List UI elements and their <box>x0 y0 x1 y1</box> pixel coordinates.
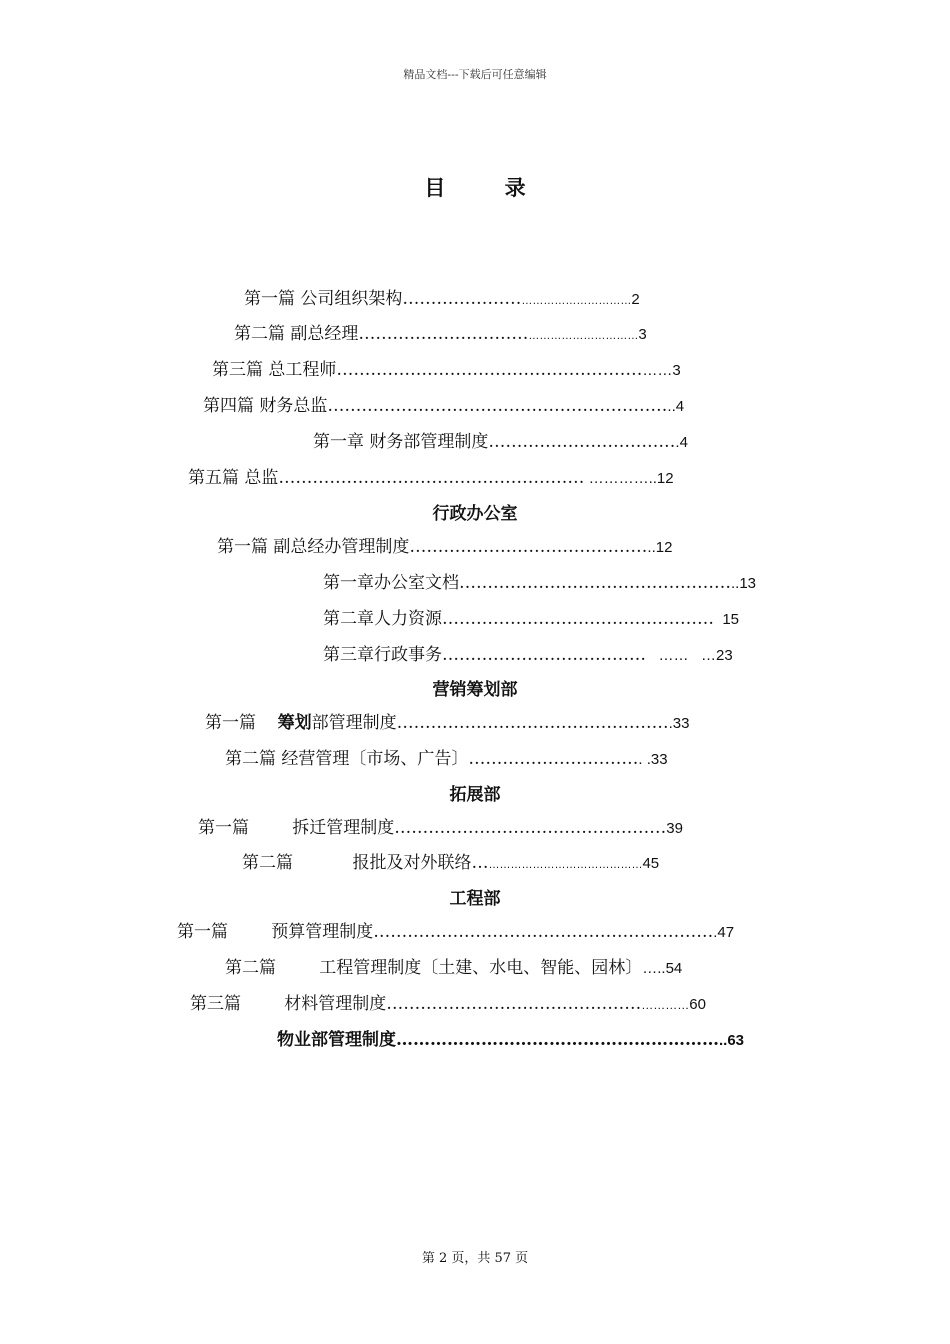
toc-entry-page: 45 <box>642 855 660 872</box>
toc-entry-leader: .. <box>719 1032 728 1049</box>
toc-entry-label-bold: 筹划 <box>277 713 312 733</box>
toc-entry-leader: . <box>668 715 673 732</box>
toc-entry-leader: .. <box>647 539 656 556</box>
toc-entry-property[interactable] <box>277 1025 744 1050</box>
toc-entry-leader: ………………………………………………… <box>396 1030 719 1050</box>
toc-entry-label: 第二章人力资源 <box>323 609 442 629</box>
toc-entry-page: 4 <box>679 434 688 451</box>
toc-entry-leader: ……………………………………… <box>386 994 642 1014</box>
toc-entry-page: 47 <box>717 924 735 941</box>
toc-entry-leader: …………………………… <box>488 432 676 452</box>
toc-entry-label: 第四篇 财务总监 <box>203 396 328 416</box>
toc-entry[interactable] <box>198 813 683 838</box>
toc-entry-label: 第一章办公室文档 <box>323 573 459 593</box>
toc-entry-page: 54 <box>665 960 683 977</box>
toc-entry-leader: . <box>713 924 718 941</box>
toc-entry-leader: ………….. <box>584 470 657 487</box>
toc-entry-leader: ……………………………… <box>442 645 646 665</box>
toc-entry[interactable] <box>217 532 672 557</box>
toc-entry[interactable] <box>323 604 739 629</box>
toc-entry[interactable] <box>225 953 682 978</box>
toc-entry-label: 第一篇 拆迁管理制度 <box>198 818 395 838</box>
toc-entry-leader: ………………………………………… <box>394 818 667 838</box>
toc-entry-label: 部管理制度 <box>311 713 397 733</box>
toc-entry-leader: ………… <box>641 998 690 1012</box>
toc-entry[interactable] <box>323 568 756 593</box>
toc-entry-label: 第二篇 报批及对外联络 <box>242 853 472 873</box>
toc-entry-leader: ………………………… <box>358 324 529 344</box>
toc-entry-leader: . . <box>638 751 651 768</box>
toc-entry-leader: ….. <box>642 960 666 977</box>
toc-entry-label: 第一篇 副总经办管理制度 <box>217 537 410 557</box>
toc-title: 目 录 <box>424 175 552 200</box>
toc-entry-label: 第三篇 材料管理制度 <box>190 994 387 1014</box>
toc-entry-leader: ………………………………………… <box>396 713 669 733</box>
toc-entry[interactable] <box>242 848 659 873</box>
toc-entry-label: 第一章 财务部管理制度 <box>313 432 489 452</box>
toc-entry-page: 33 <box>672 715 690 732</box>
toc-entry-page: 15 <box>722 611 740 628</box>
toc-entry-label: 第二篇 工程管理制度〔土建、水电、智能、园林〕 <box>225 958 643 978</box>
toc-entry-label: 物业部管理制度 <box>277 1030 396 1050</box>
section-heading-engineering: 工程部 <box>449 889 501 909</box>
toc-entry[interactable] <box>323 640 733 665</box>
section-heading-marketing: 营销筹划部 <box>432 680 518 700</box>
toc-entry-page: 13 <box>739 575 757 592</box>
toc-entry-leader: …………………………………………………… <box>373 922 714 942</box>
toc-entry-page: 33 <box>650 751 668 768</box>
toc-entry[interactable] <box>188 463 674 488</box>
section-heading-expansion: 拓展部 <box>449 785 501 805</box>
toc-entry-label: 第三章行政事务 <box>323 645 442 665</box>
toc-entry-leader: ………………………… <box>468 749 639 769</box>
toc-entry-leader: …………………………………………………… <box>327 396 668 416</box>
toc-entry-leader: ………………………… <box>528 330 639 342</box>
toc-entry-leader: …………………………………… <box>409 537 648 557</box>
toc-entry[interactable] <box>313 427 688 452</box>
toc-entry-leader: …… … <box>646 647 717 664</box>
toc-entry-leader: ………………………… <box>521 295 632 307</box>
toc-entry-leader: .. <box>731 575 740 592</box>
toc-entry-leader: ………………………………………… <box>459 573 731 593</box>
toc-entry-label: 第二篇 副总经理 <box>234 324 359 344</box>
toc-entry[interactable] <box>177 917 734 942</box>
toc-entry-leader: …………………………………… <box>488 859 643 871</box>
toc-entry-page: 23 <box>716 647 733 664</box>
toc-entry-leader: ……………………………………………… <box>278 468 585 488</box>
toc-entry-page: 2 <box>631 291 640 308</box>
toc-entry-label: 第一篇 公司组织架构 <box>244 289 403 309</box>
toc-entry-page: 12 <box>656 470 674 487</box>
toc-entry-page: 12 <box>655 539 673 556</box>
section-heading-admin: 行政办公室 <box>432 504 518 524</box>
toc-entry-label: 第二篇 经营管理〔市场、广告〕 <box>225 749 469 769</box>
toc-entry-leader: …… <box>642 362 673 379</box>
page-header: 精品文档---下载后可任意编辑 <box>403 68 547 81</box>
toc-entry[interactable] <box>225 744 668 769</box>
toc-entry-leader: … <box>471 853 489 873</box>
toc-entry-leader: ……………………………………………… <box>336 360 643 380</box>
toc-entry[interactable] <box>205 708 689 733</box>
toc-entry-label: 第三篇 总工程师 <box>212 360 337 380</box>
toc-entry-page: 60 <box>689 996 706 1013</box>
toc-entry-leader: . <box>675 434 680 451</box>
toc-entry[interactable] <box>244 284 640 309</box>
toc-entry[interactable] <box>190 989 706 1014</box>
toc-entry[interactable] <box>203 391 684 416</box>
toc-entry-leader: ………………… <box>402 289 522 309</box>
toc-entry-page: 63 <box>727 1032 745 1049</box>
toc-entry-page: 3 <box>638 326 647 343</box>
toc-entry-label: 第一篇 <box>205 713 278 733</box>
toc-entry-label: 第一篇 预算管理制度 <box>177 922 374 942</box>
page-footer: 第 2 页，共 57 页 <box>421 1251 529 1266</box>
toc-entry[interactable] <box>234 319 647 344</box>
toc-entry-page: 3 <box>672 362 681 379</box>
toc-entry-page: 4 <box>675 398 685 415</box>
toc-entry-page: 39 <box>666 820 683 837</box>
toc-entry-leader: ………………………………………… <box>442 609 714 629</box>
toc-entry[interactable] <box>212 355 681 380</box>
toc-entry-label: 第五篇 总监 <box>188 468 279 488</box>
toc-entry-leader: .. <box>667 398 676 415</box>
